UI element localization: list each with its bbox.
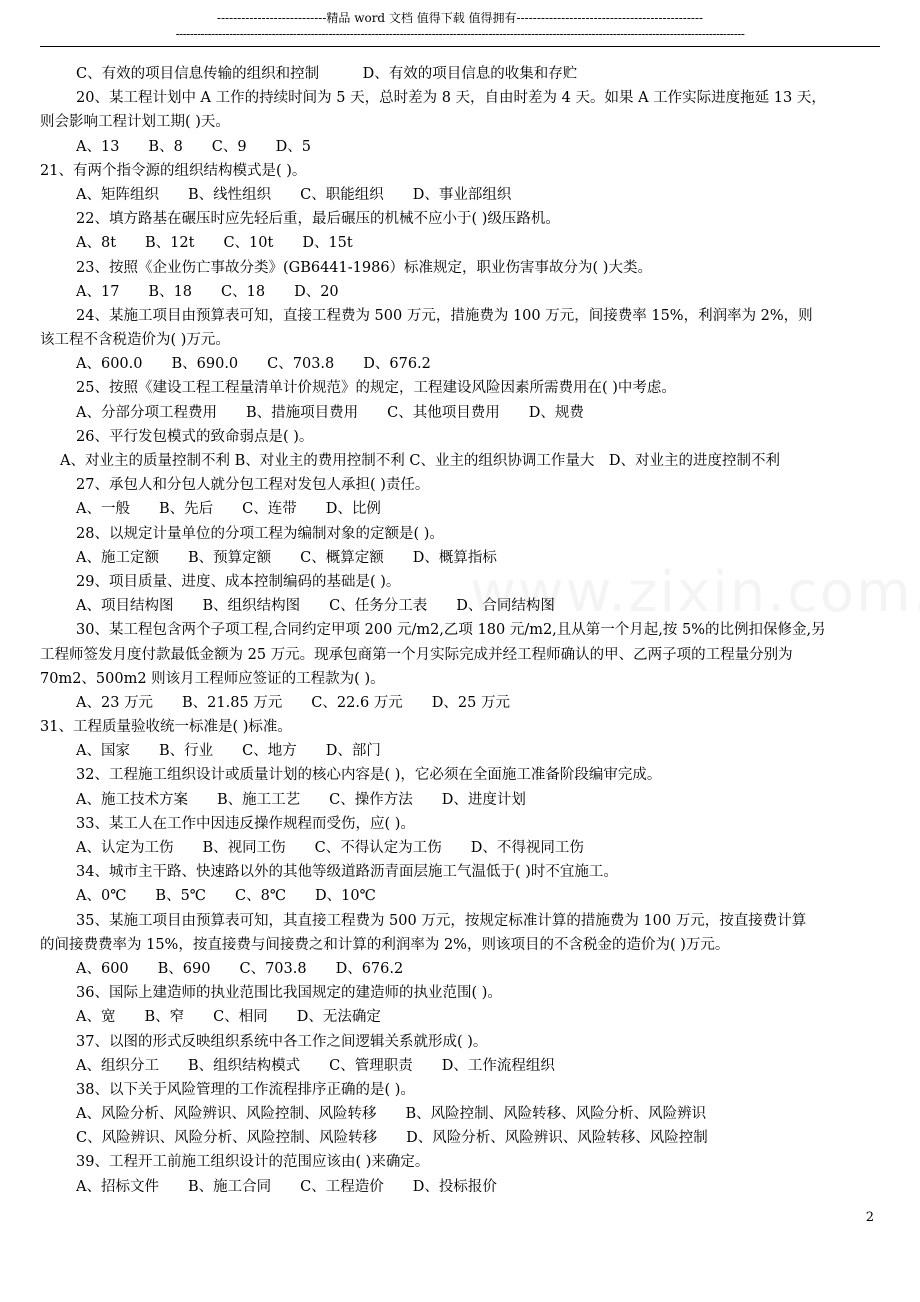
text-line: 则会影响工程计划工期( )天。 [40,114,230,131]
header-dashes: ---------------------------------------------------------------------------------------------------------------------------------------------------------------- [175,28,745,40]
text-line: 25、按照《建设工程工程量清单计价规范》的规定，工程建设风险因素所需费用在( )中考虑。 [76,380,676,397]
header-rule [40,46,880,47]
text-line: A、23 万元 B、21.85 万元 C、22.6 万元 D、25 万元 [76,694,510,711]
text-line: A、600 B、690 C、703.8 D、676.2 [76,960,404,977]
text-line: A、宽 B、窄 C、相同 D、无法确定 [76,1009,381,1026]
text-line: 22、填方路基在碾压时应先轻后重，最后碾压的机械不应小于( )级压路机。 [76,211,560,228]
text-line: A、国家 B、行业 C、地方 D、部门 [76,743,381,760]
text-line: 21、有两个指令源的组织结构模式是( )。 [40,162,307,179]
text-line: 70m2、500m2 则该月工程师应签证的工程款为( )。 [40,670,385,687]
text-line: 30、某工程包含两个子项工程,合同约定甲项 200 元/m2,乙项 180 元/m2,且从第一个月起,按 5%的比例扣保修金,另 [76,622,826,639]
text-line: A、分部分项工程费用 B、措施项目费用 C、其他项目费用 D、规费 [76,404,584,421]
text-line: 35、某施工项目由预算表可知，其直接工程费为 500 万元，按规定标准计算的措施费为 100 万元，按直接费计算 [76,912,807,929]
text-line: 23、按照《企业伤亡事故分类》(GB6441-1986）标准规定，职业伤害事故分为( )大类。 [76,259,652,276]
text-line: A、项目结构图 B、组织结构图 C、任务分工表 D、合同结构图 [76,598,555,615]
text-line: A、矩阵组织 B、线性组织 C、职能组织 D、事业部组织 [76,186,512,203]
text-line: A、招标文件 B、施工合同 C、工程造价 D、投标报价 [76,1178,497,1195]
text-line: A、组织分工 B、组织结构模式 C、管理职责 D、工作流程组织 [76,1057,555,1074]
text-line: A、17 B、18 C、18 D、20 [76,283,339,300]
text-line: 24、某施工项目由预算表可知，直接工程费为 500 万元，措施费为 100 万元，间接费率 15%，利润率为 2%，则 [76,307,813,324]
document-body [40,62,880,1199]
text-line: 31、工程质量验收统一标准是( )标准。 [40,719,292,736]
text-line: A、600.0 B、690.0 C、703.8 D、676.2 [76,356,431,373]
text-line: A、8t B、12t C、10t D、15t [76,235,353,252]
text-line: C、有效的项目信息传输的组织和控制 D、有效的项目信息的收集和存贮 [76,66,578,82]
text-line: A、一般 B、先后 C、连带 D、比例 [76,501,381,518]
text-line: A、施工定额 B、预算定额 C、概算定额 D、概算指标 [76,549,497,566]
text-line: 33、某工人在工作中因违反操作规程而受伤，应( )。 [76,815,415,832]
text-line: A、认定为工伤 B、视同工伤 C、不得认定为工伤 D、不得视同工伤 [76,840,584,856]
page-number: 2 [865,1210,874,1225]
text-line: 27、承包人和分包人就分包工程对发包人承担( )责任。 [76,477,430,494]
text-line: C、风险辨识、风险分析、风险控制、风险转移 D、风险分析、风险辨识、风险转移、风险控制 [76,1130,708,1147]
text-line: 的间接费费率为 15%，按直接费与间接费之和计算的利润率为 2%，则该项目的不含税金的造价为( )万元。 [40,936,730,953]
text-line: 39、工程开工前施工组织设计的范围应该由( )来确定。 [76,1154,430,1171]
text-line: A、施工技术方案 B、施工工艺 C、操作方法 D、进度计划 [76,791,526,808]
text-line: 29、项目质量、进度、成本控制编码的基础是( )。 [76,573,401,590]
text-line: A、0℃ B、5℃ C、8℃ D、10℃ [76,888,376,905]
text-line: 26、平行发包模式的致命弱点是( )。 [76,428,314,445]
text-line: 28、以规定计量单位的分项工程为编制对象的定额是( )。 [76,525,444,542]
text-line: 34、城市主干路、快速路以外的其他等级道路沥青面层施工气温低于( )时不宜施工。 [76,864,618,881]
text-line: 37、以图的形式反映组织系统中各工作之间逻辑关系就形成( )。 [76,1033,488,1050]
page-header [40,0,880,48]
text-line: A、对业主的质量控制不利 B、对业主的费用控制不利 C、业主的组织协调工作量大 D、对业主的进度控制不利 [60,453,781,469]
text-line: A、风险分析、风险辨识、风险控制、风险转移 B、风险控制、风险转移、风险分析、风险辨识 [76,1106,707,1123]
text-line: 32、工程施工组织设计或质量计划的核心内容是( )，它必须在全面施工准备阶段编审完成。 [76,767,662,784]
text-line: 该工程不含税造价为( )万元。 [40,332,230,349]
header-banner: ---------------------------精品 word 文档 值得下载 值得拥有---------------------------------------------- [216,11,704,25]
text-line: 36、国际上建造师的执业范围比我国规定的建造师的执业范围( )。 [76,985,502,1002]
text-line: 38、以下关于风险管理的工作流程排序正确的是( )。 [76,1081,415,1098]
text-line: 工程师签发月度付款最低金额为 25 万元。现承包商第一个月实际完成并经工程师确认的甲、乙两子项的工程量分别为 [40,646,793,663]
text-line: A、13 B、8 C、9 D、5 [76,138,311,155]
text-line: 20、某工程计划中 A 工作的持续时间为 5 天，总时差为 8 天，自由时差为 4 天。如果 A 工作实际进度拖延 13 天， [76,90,826,107]
